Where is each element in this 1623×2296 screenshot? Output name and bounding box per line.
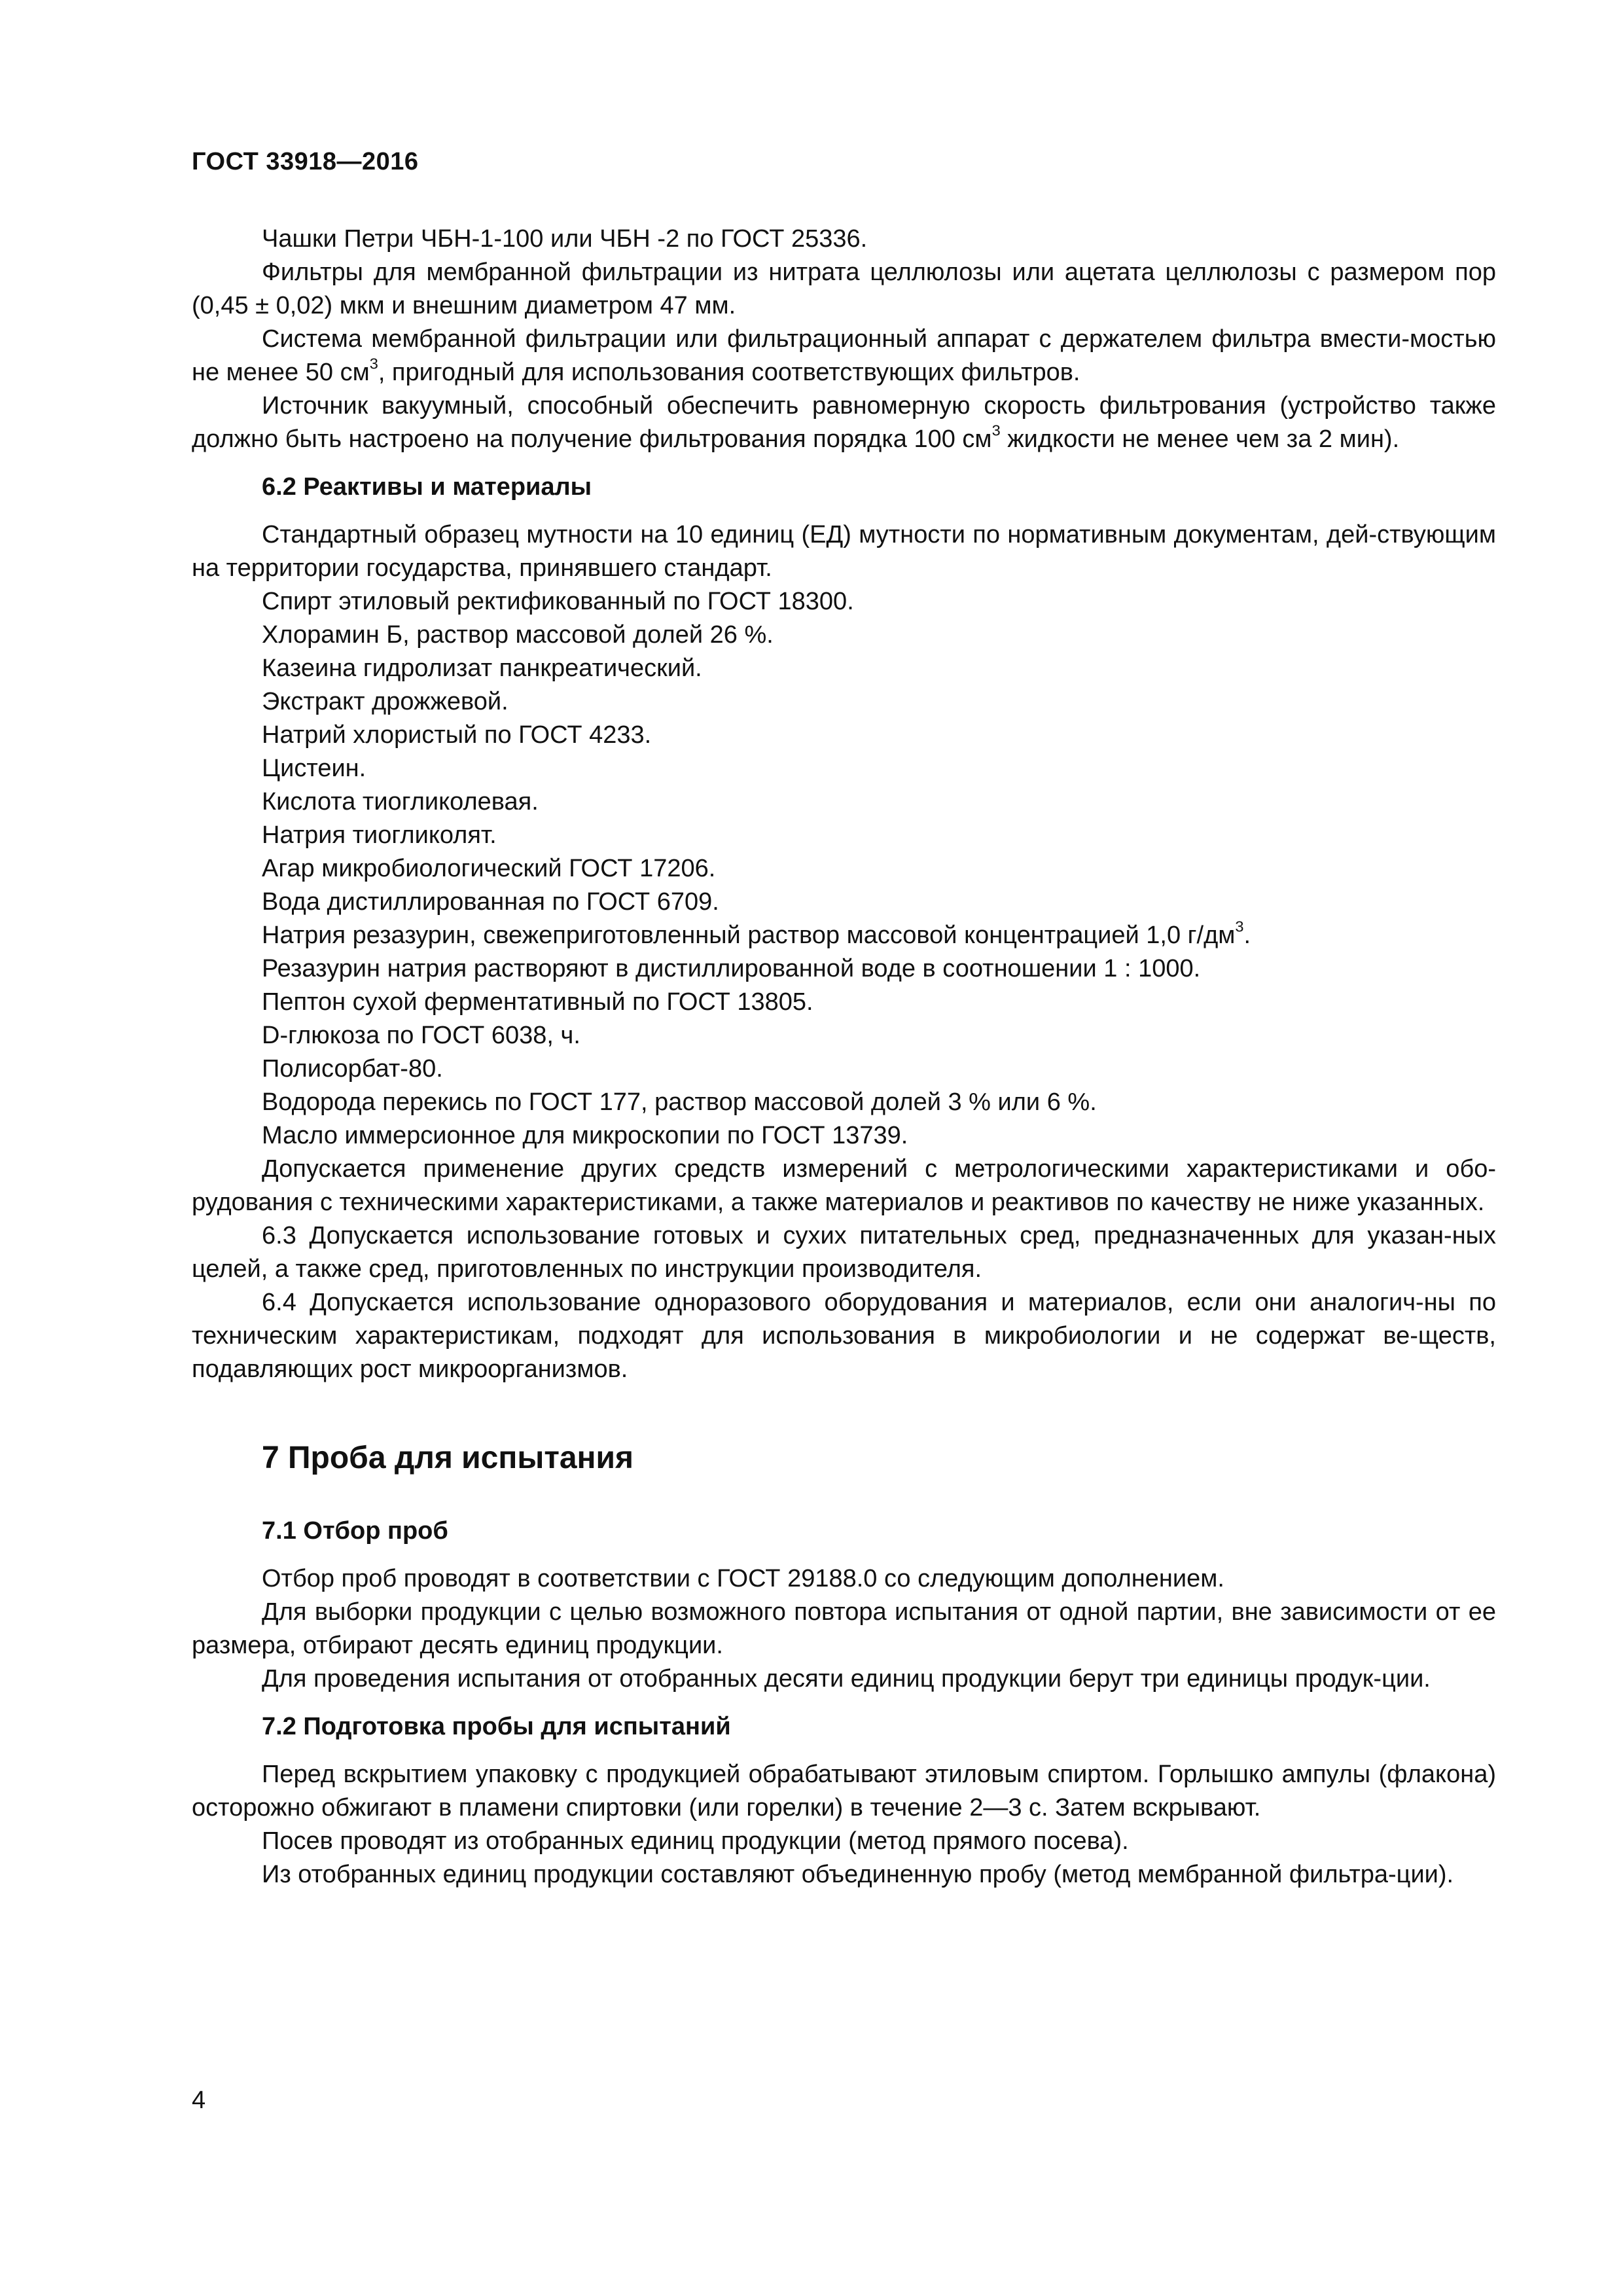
paragraph: [192, 919, 1496, 952]
paragraph: [192, 1119, 1496, 1153]
paragraph-text: Вода дистиллированная по ГОСТ 6709.: [262, 888, 719, 916]
paragraph: [192, 323, 1496, 389]
paragraph: [192, 886, 1496, 919]
section-heading: [192, 1439, 1496, 1478]
paragraph-text: Натрия резазурин, свежеприготовленный раствор массовой концентрацией 1,0 г/дм: [262, 922, 1236, 949]
paragraph-text: Масло иммерсионное для микроскопии по ГОСТ 13739.: [262, 1122, 908, 1149]
paragraph-text: Посев проводят из отобранных единиц продукции (метод прямого посева).: [262, 1827, 1129, 1855]
paragraph-text: Фильтры для мембранной фильтрации из нитрата целлюлозы или ацетата целлюлозы с размером пор (0,45 ± 0,02) мкм и внешним диаметром 47 мм.: [192, 259, 1496, 319]
paragraph-text: 6.4 Допускается использование одноразового оборудования и материалов, если они аналогич-ны по техническим характеристикам, подходят для использования в микробиологии и не содержат ве-ществ, подавляющих рост микроорганизмов.: [192, 1289, 1496, 1383]
subsection-heading: [192, 1710, 1496, 1744]
paragraph-text: Перед вскрытием упаковку с продукцией обрабатывают этиловым спиртом. Горлышко ампулы (флакона) осторожно обжигают в пламени спиртовки (или горелки) в течение 2—3 с. Затем вскрывают.: [192, 1761, 1496, 1821]
subsection-heading: [192, 471, 1496, 504]
paragraph: [192, 719, 1496, 752]
paragraph: [192, 819, 1496, 852]
paragraph: [192, 1219, 1496, 1286]
document-header: ГОСТ 33918—2016: [192, 148, 419, 175]
paragraph: [192, 518, 1496, 585]
paragraph: [192, 1825, 1496, 1858]
paragraph-text: Из отобранных единиц продукции составляют объединенную пробу (метод мембранной фильтра-ции).: [262, 1861, 1454, 1888]
paragraph-text-continued: .: [1243, 922, 1251, 949]
paragraph: [192, 389, 1496, 456]
paragraph-text: Кислота тиогликолевая.: [262, 788, 539, 816]
paragraph-text: Отбор проб проводят в соответствии с ГОСТ 29188.0 со следующим дополнением.: [262, 1565, 1224, 1592]
paragraph-text: Для выборки продукции с целью возможного повтора испытания от одной партии, вне зависимости от ее размера, отбирают десять единиц продукции.: [192, 1598, 1496, 1659]
paragraph: [192, 852, 1496, 886]
paragraph-text: Спирт этиловый ректификованный по ГОСТ 18300.: [262, 588, 854, 615]
paragraph-text: Натрий хлористый по ГОСТ 4233.: [262, 721, 652, 749]
page-number: 4: [192, 2087, 206, 2114]
paragraph-text: 7.2 Подготовка пробы для испытаний: [262, 1713, 731, 1740]
paragraph: [192, 752, 1496, 785]
superscript: 3: [369, 355, 378, 372]
paragraph-text-continued: , пригодный для использования соответствующих фильтров.: [378, 359, 1080, 386]
paragraph-text: Стандартный образец мутности на 10 единиц (ЕД) мутности по нормативным документам, дей-ствующим на территории государства, принявшего стандарт.: [192, 521, 1496, 582]
paragraph: [192, 1286, 1496, 1386]
paragraph-text: Цистеин.: [262, 755, 366, 782]
paragraph-text: Экстракт дрожжевой.: [262, 688, 508, 715]
superscript: 3: [991, 422, 1001, 439]
paragraph: [192, 1019, 1496, 1052]
paragraph-text: Полисорбат-80.: [262, 1055, 443, 1083]
document-body: [192, 223, 1496, 1892]
paragraph-text: Допускается применение других средств измерений с метрологическими характеристиками и обо-рудования с техническими характеристиками, а также материалов и реактивов по качеству не ниже указанных.: [192, 1155, 1496, 1216]
paragraph-text: Система мембранной фильтрации или фильтрационный аппарат с держателем фильтра вмести-мостью не менее 50 см: [192, 325, 1496, 386]
paragraph: [192, 1596, 1496, 1662]
paragraph: [192, 1662, 1496, 1696]
subsection-heading: [192, 1515, 1496, 1548]
paragraph: [192, 952, 1496, 986]
paragraph-text: Источник вакуумный, способный обеспечить равномерную скорость фильтрования (устройство также должно быть настроено на получение фильтрования порядка 100 см: [192, 392, 1496, 453]
superscript: 3: [1235, 918, 1244, 935]
paragraph-text: Натрия тиогликолят.: [262, 821, 497, 849]
paragraph: [192, 223, 1496, 256]
paragraph-text: Пептон сухой ферментативный по ГОСТ 13805.: [262, 988, 813, 1016]
paragraph-text: Чашки Петри ЧБН-1-100 или ЧБН -2 по ГОСТ 25336.: [262, 225, 868, 253]
paragraph: [192, 785, 1496, 819]
paragraph: [192, 1052, 1496, 1086]
paragraph: [192, 652, 1496, 685]
paragraph-text: Агар микробиологический ГОСТ 17206.: [262, 855, 716, 882]
paragraph-text: Хлорамин Б, раствор массовой долей 26 %.: [262, 621, 774, 649]
paragraph-text: Водорода перекись по ГОСТ 177, раствор массовой долей 3 % или 6 %.: [262, 1088, 1097, 1116]
paragraph-text: 7 Проба для испытания: [262, 1441, 634, 1475]
paragraph-text: Для проведения испытания от отобранных десяти единиц продукции берут три единицы продук-ции.: [262, 1665, 1431, 1693]
paragraph: [192, 256, 1496, 323]
paragraph: [192, 1562, 1496, 1596]
paragraph-text: Казеина гидролизат панкреатический.: [262, 655, 702, 682]
paragraph-text: 6.2 Реактивы и материалы: [262, 473, 592, 501]
paragraph: [192, 585, 1496, 619]
paragraph-text: D-глюкоза по ГОСТ 6038, ч.: [262, 1022, 580, 1049]
paragraph-text: Резазурин натрия растворяют в дистиллированной воде в соотношении 1 : 1000.: [262, 955, 1201, 982]
paragraph-text: 7.1 Отбор проб: [262, 1517, 448, 1545]
paragraph: [192, 1086, 1496, 1119]
paragraph: [192, 685, 1496, 719]
paragraph: [192, 1153, 1496, 1219]
paragraph: [192, 1758, 1496, 1825]
paragraph: [192, 986, 1496, 1019]
paragraph-text-continued: жидкости не менее чем за 2 мин).: [1000, 425, 1400, 453]
paragraph-text: 6.3 Допускается использование готовых и сухих питательных сред, предназначенных для указан-ных целей, а также сред, приготовленных по инструкции производителя.: [192, 1222, 1496, 1283]
paragraph: [192, 619, 1496, 652]
paragraph: [192, 1858, 1496, 1892]
